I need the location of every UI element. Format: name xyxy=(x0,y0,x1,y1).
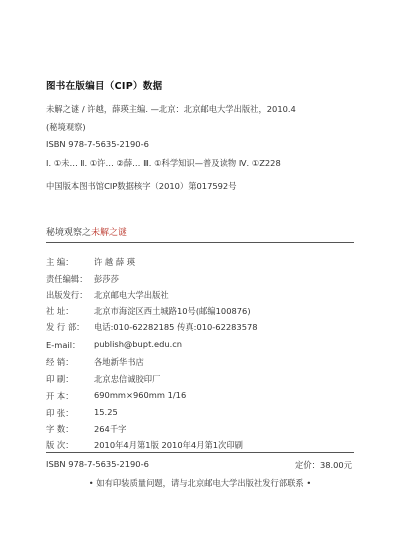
info-value: 264千字 xyxy=(94,424,127,434)
info-value: 15.25 xyxy=(94,407,118,417)
info-label: 发 行 部： xyxy=(46,322,85,332)
info-label: E-mail： xyxy=(46,340,81,350)
info-label: 出版发行： xyxy=(46,290,88,300)
info-row-editor xyxy=(46,256,136,270)
info-label: 版 次： xyxy=(46,440,74,450)
info-value: 彭莎莎 xyxy=(94,274,119,284)
info-row-address xyxy=(46,305,251,319)
info-value: 北京市海淀区西土城路10号(邮编100876) xyxy=(94,306,251,316)
info-value: 许 越 薛 瑛 xyxy=(94,257,136,267)
cip-isbn: ISBN 978-7-5635-2190-6 xyxy=(46,139,149,149)
info-row-sheets xyxy=(46,407,118,421)
quality-notice: • 如有印装质量问题，请与北京邮电大学出版社发行部联系 • xyxy=(88,478,312,488)
cip-classification: Ⅰ. ①未… Ⅱ. ①许… ②薛… Ⅲ. ①科学知识—普及读物 Ⅳ. ①Z228 xyxy=(46,158,281,168)
cip-series-note: (秘境观察) xyxy=(46,122,86,132)
info-row-email xyxy=(46,339,183,353)
info-row-distributor xyxy=(46,356,144,370)
info-label: 经 销： xyxy=(46,357,74,367)
info-value: 北京邮电大学出版社 xyxy=(94,290,169,300)
info-value: 北京忠信诚胶印厂 xyxy=(94,374,161,384)
series-prefix: 秘境观察之 xyxy=(46,228,92,238)
info-label: 印 刷： xyxy=(46,374,74,384)
info-row-edition xyxy=(46,439,243,453)
info-label: 主 编： xyxy=(46,257,74,267)
info-value: 2010年4月第1版 2010年4月第1次印刷 xyxy=(94,440,243,450)
bottom-divider xyxy=(46,452,354,453)
top-divider xyxy=(46,242,354,243)
info-value: publish@bupt.edu.cn xyxy=(94,339,183,349)
info-row-publisher xyxy=(46,289,169,303)
book-title: 未解之谜 xyxy=(91,228,128,238)
price: 定价：38.00元 xyxy=(295,460,352,470)
info-value: 电话:010-62282185 传真:010-62283578 xyxy=(94,322,258,332)
info-label: 印 张： xyxy=(46,408,74,418)
isbn-footer: ISBN 978-7-5635-2190-6 xyxy=(46,459,149,469)
info-label: 社 址： xyxy=(46,306,74,316)
info-label: 开 本： xyxy=(46,391,74,401)
cip-entry: 未解之谜 / 许越，薛瑛主编. —北京：北京邮电大学出版社，2010.4 xyxy=(46,104,296,114)
info-value: 690mm×960mm 1/16 xyxy=(94,390,187,400)
info-row-responsible-editor xyxy=(46,273,119,287)
info-row-word-count xyxy=(46,423,127,437)
info-row-distribution xyxy=(46,321,258,335)
cip-record-number: 中国版本图书馆CIP数据核字（2010）第017592号 xyxy=(46,181,237,191)
info-label: 字 数： xyxy=(46,424,74,434)
info-label: 责任编辑： xyxy=(46,274,88,284)
info-row-format xyxy=(46,390,187,404)
info-row-printer xyxy=(46,373,161,387)
cip-heading: 图书在版编目（CIP）数据 xyxy=(46,81,163,92)
info-value: 各地新华书店 xyxy=(94,357,144,367)
series-title xyxy=(46,225,127,238)
